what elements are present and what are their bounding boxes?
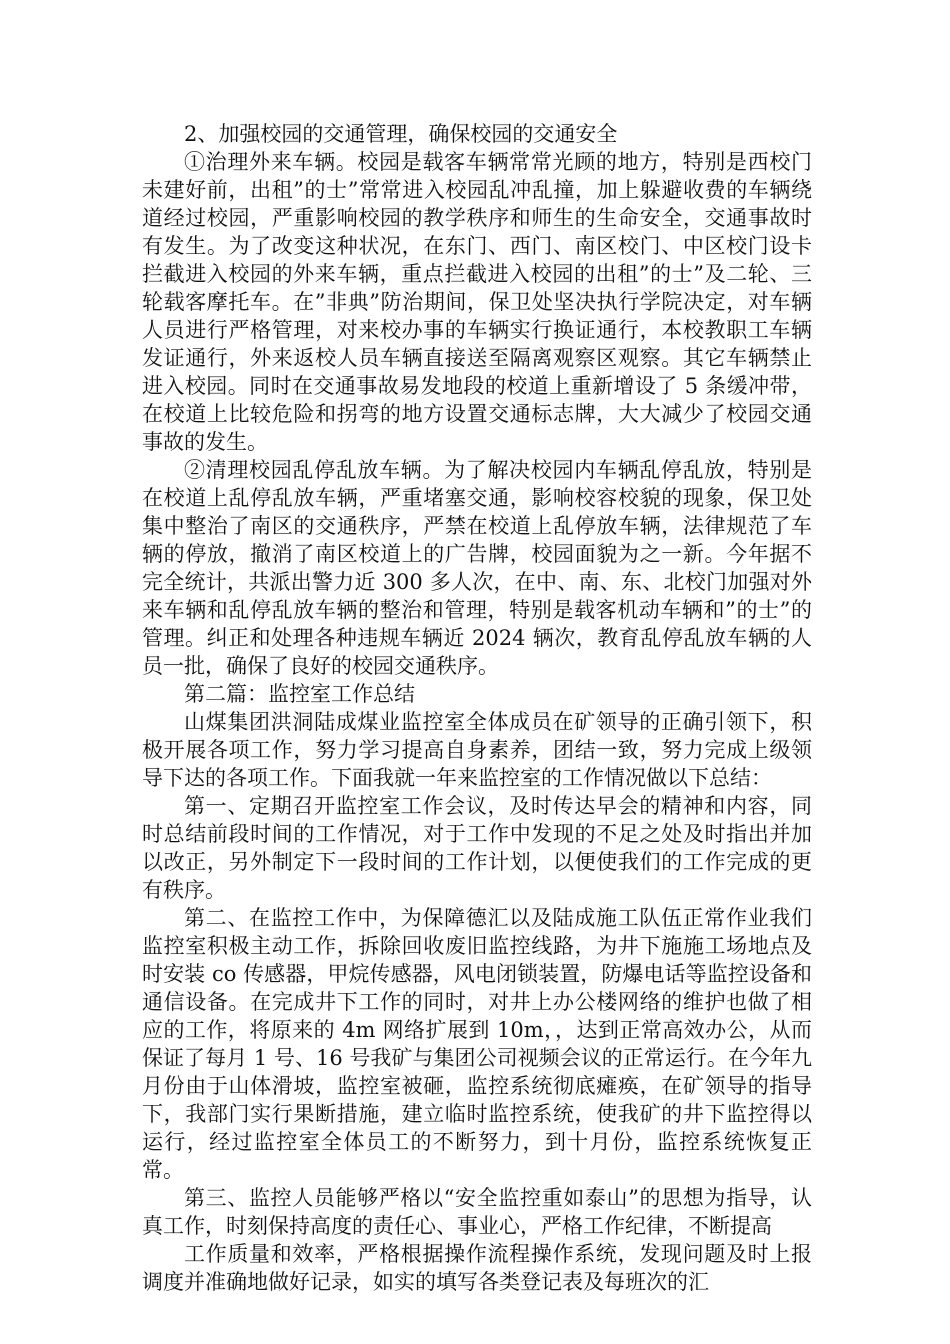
paragraph-intro: 山煤集团洪洞陆成煤业监控室全体成员在矿领导的正确引领下，积极开展各项工作，努力学习提高自身素养，团结一致，努力完成上级领导下达的各项工作。下面我就一年来监控室的工作情况做以下总结： xyxy=(142,710,812,790)
paragraph-first: 第一、定期召开监控室工作会议，及时传达早会的精神和内容，同时总结前段时间的工作情况，对于工作中发现的不足之处及时指出并加以改正，另外制定下一段时间的工作计划，以便使我们的工作完成的更有秩序。 xyxy=(142,794,812,902)
chapter-title: 第二篇：监控室工作总结 xyxy=(184,682,415,706)
paragraph-parking-cleanup: ②清理校园乱停乱放车辆。为了解决校园内车辆乱停乱放，特别是在校道上乱停乱放车辆，严重堵塞交通，影响校容校貌的现象，保卫处集中整治了南区的交通秩序，严禁在校道上乱停放车辆，法律规范了车辆的停放，撤消了南区校道上的广告牌，校园面貌为之一新。今年据不完全统计，共派出警力近 300 多人次，在中、南、东、北校门加强对外来车辆和乱停乱放车辆的整治和管理，特别是载客机动车辆和”的士”的管理。纠正和处理各种违规车辆近 2024 辆次，教育乱停乱放车辆的人员一批，确保了良好的校园交通秩序。 xyxy=(142,458,812,678)
paragraph-third: 第三、监控人员能够严格以“安全监控重如泰山”的思想为指导，认真工作，时刻保持高度的责任心、事业心，严格工作纪律，不断提高 xyxy=(142,1186,812,1238)
document-page xyxy=(142,120,812,1296)
paragraph-continued: 工作质量和效率，严格根据操作流程操作系统，发现问题及时上报调度并准确地做好记录，如实的填写各类登记表及每班次的汇 xyxy=(142,1242,812,1294)
section-heading: 2、加强校园的交通管理，确保校园的交通安全 xyxy=(184,122,618,146)
paragraph-outside-vehicles: ①治理外来车辆。校园是载客车辆常常光顾的地方，特别是西校门未建好前，出租”的士”常常进入校园乱冲乱撞，加上躲避收费的车辆绕道经过校园，严重影响校园的教学秩序和师生的生命安全，交通事故时有发生。为了改变这种状况，在东门、西门、南区校门、中区校门设卡拦截进入校园的外来车辆，重点拦截进入校园的出租”的士”及二轮、三轮载客摩托车。在”非典”防治期间，保卫处坚决执行学院决定，对车辆人员进行严格管理，对来校办事的车辆实行换证通行，本校教职工车辆发证通行，外来返校人员车辆直接送至隔离观察区观察。其它车辆禁止进入校园。同时在交通事故易发地段的校道上重新增设了 5 条缓冲带，在校道上比较危险和拐弯的地方设置交通标志牌，大大减少了校园交通事故的发生。 xyxy=(142,150,812,454)
paragraph-second: 第二、在监控工作中，为保障德汇以及陆成施工队伍正常作业我们监控室积极主动工作，拆除回收废旧监控线路，为井下施施工场地点及时安装 co 传感器，甲烷传感器，风电闭锁装置，防爆电话等监控设备和通信设备。在完成井下工作的同时，对井上办公楼网络的维护也做了相应的工作，将原来的 4m 网络扩展到 10m，，达到正常高效办公，从而保证了每月 1 号、16 号我矿与集团公司视频会议的正常运行。在今年九月份由于山体滑坡，监控室被砸，监控系统彻底瘫痪，在矿领导的指导下，我部门实行果断措施，建立临时监控系统，使我矿的井下监控得以运行，经过监控室全体员工的不断努力，到十月份，监控系统恢复正常。 xyxy=(142,906,812,1182)
